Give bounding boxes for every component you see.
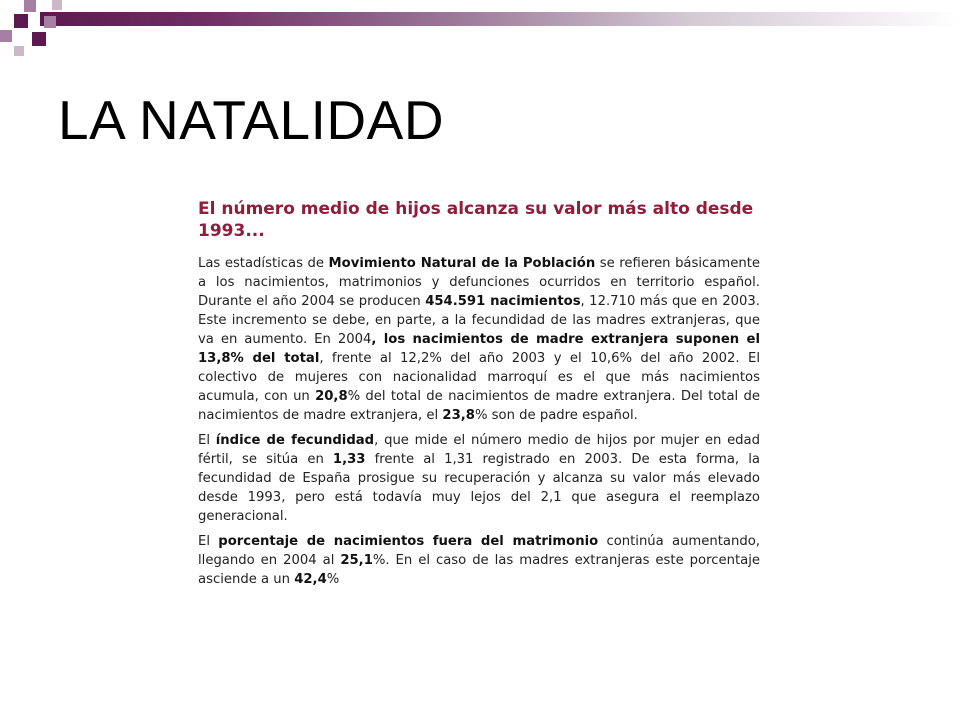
bold-text: 454.591 nacimientos bbox=[425, 294, 581, 309]
text-run: El bbox=[198, 433, 216, 448]
decorative-square bbox=[14, 14, 28, 28]
text-run: frente al 1,31 registrado en 2003. De esta forma, la fecundidad de España prosigue su recuperación y alcanza su valor más elevado desde 1993, pero está todavía muy lejos del 2,1 que asegura el reemplazo generacional. bbox=[198, 452, 760, 524]
bold-text: porcentaje de nacimientos fuera del matrimonio bbox=[218, 534, 599, 549]
article-paragraph-3 bbox=[198, 532, 760, 589]
text-run: % del total de nacimientos de madre extranjera. Del total de nacimientos de madre extranjera, el bbox=[198, 389, 760, 423]
text-run: El bbox=[198, 534, 219, 549]
bold-text: 23,8 bbox=[442, 408, 475, 423]
bold-text: Movimiento Natural de la Población bbox=[328, 256, 596, 271]
text-run: continúa aumentando, llegando en 2004 al bbox=[198, 534, 760, 568]
decorative-square bbox=[24, 0, 36, 12]
text-run: se refieren básicamente a los nacimientos, matrimonios y defunciones ocurridos en territorio español. Durante el año 2004 se producen bbox=[198, 256, 760, 309]
text-run: % bbox=[326, 572, 340, 587]
decorative-top-bar bbox=[40, 12, 960, 26]
text-run: %. En el caso de las madres extranjeras este porcentaje asciende a un bbox=[198, 553, 760, 587]
text-run: , que mide el número medio de hijos por mujer en edad fértil, se sitúa en bbox=[198, 433, 760, 467]
text-run: Las estadísticas de bbox=[198, 256, 329, 271]
article-paragraph-2 bbox=[198, 431, 760, 526]
article-heading: El número medio de hijos alcanza su valor más alto desde 1993... bbox=[198, 199, 754, 241]
bold-text: 20,8 bbox=[315, 389, 348, 404]
bold-text: índice de fecundidad bbox=[215, 433, 375, 448]
decorative-square bbox=[14, 46, 24, 56]
decorative-square bbox=[44, 16, 56, 28]
bold-text: 42,4 bbox=[294, 572, 327, 587]
text-run: % son de padre español. bbox=[474, 408, 638, 423]
text-run: , frente al 12,2% del año 2003 y el 10,6% del año 2002. El colectivo de mujeres con nacionalidad marroquí es el que más nacimientos acumula, con un bbox=[198, 351, 760, 404]
decorative-square bbox=[52, 0, 62, 10]
article-paragraph-1 bbox=[198, 254, 760, 425]
article-clipping bbox=[198, 198, 760, 595]
decorative-square bbox=[0, 30, 12, 42]
bold-text: , los nacimientos de madre extranjera suponen el 13,8% del total bbox=[198, 332, 760, 366]
decorative-square bbox=[32, 32, 46, 46]
text-run: , 12.710 más que en 2003. Este incremento se debe, en parte, a la fecundidad de las madres extranjeras, que va en aumento. En 2004 bbox=[198, 294, 760, 347]
bold-text: 25,1 bbox=[340, 553, 373, 568]
slide-title: LA NATALIDAD bbox=[58, 89, 445, 151]
bold-text: 1,33 bbox=[332, 452, 366, 467]
